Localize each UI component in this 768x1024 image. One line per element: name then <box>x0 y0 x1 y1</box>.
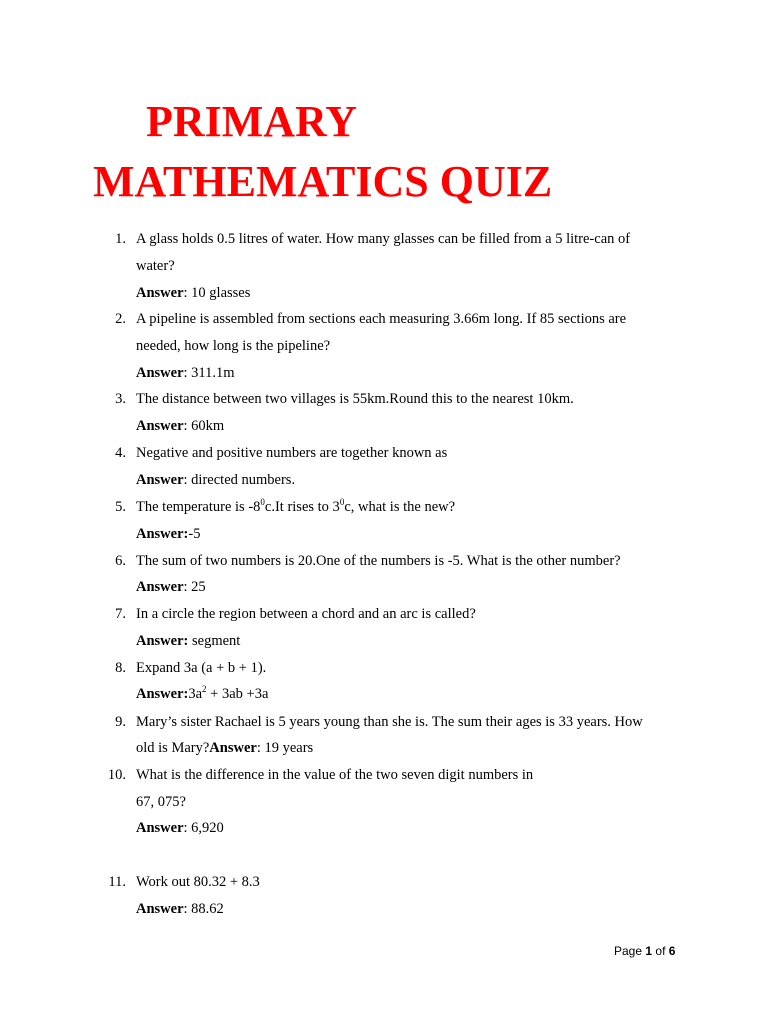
question-text: A pipeline is assembled from sections each measuring 3.66m long. If 85 sections are <box>136 311 627 327</box>
question-number: 11. <box>108 874 126 890</box>
answer-line <box>136 632 240 650</box>
answer-value: : directed numbers. <box>183 472 296 488</box>
question-text-continued: 67, 075? <box>136 794 186 810</box>
degree-superscript: 0 <box>339 497 345 508</box>
question-number: 2. <box>115 311 126 327</box>
page-word: Page <box>614 944 643 958</box>
question-text <box>136 498 455 516</box>
answer-label: Answer <box>209 740 257 756</box>
question-text-continued: needed, how long is the pipeline? <box>136 338 331 354</box>
question-text-part: The temperature is -8 <box>136 499 261 515</box>
question-number: 1. <box>115 231 126 247</box>
answer-value: : 10 glasses <box>183 285 251 301</box>
question-text-part: c, what is the new? <box>344 499 456 515</box>
answer-value: : 60km <box>183 418 225 434</box>
answer-label: Answer <box>136 365 184 381</box>
question-text: Negative and positive numbers are together known as <box>136 445 448 461</box>
page-title-line-2: MATHEMATICS QUIZ <box>93 157 553 206</box>
answer-label: Answer: <box>136 526 189 542</box>
of-word: of <box>655 944 666 958</box>
answer-label: Answer: <box>136 686 189 702</box>
question-text: The distance between two villages is 55km.Round this to the nearest 10km. <box>136 391 574 407</box>
question-text: Mary’s sister Rachael is 5 years young than she is. The sum their ages is 33 years. How <box>136 714 643 730</box>
answer-value: segment <box>188 633 241 649</box>
question-text: Expand 3a (a + b + 1). <box>136 660 267 676</box>
question-text-continued: water? <box>136 258 175 274</box>
answer-value: : 25 <box>183 579 206 595</box>
question-text: A glass holds 0.5 litres of water. How many glasses can be filled from a 5 litre-can of <box>136 231 631 247</box>
question-number: 5. <box>115 499 126 515</box>
answer-label: Answer <box>136 901 184 917</box>
question-number: 6. <box>115 553 126 569</box>
question-text: The sum of two numbers is 20.One of the numbers is -5. What is the other number? <box>136 553 621 569</box>
answer-label: Answer <box>136 579 184 595</box>
question-text-part: c.It rises to 3 <box>264 499 340 515</box>
answer-line <box>136 364 235 382</box>
question-number: 3. <box>115 391 126 407</box>
answer-value-part: 3a <box>188 686 203 702</box>
question-text: What is the difference in the value of the two seven digit numbers in <box>136 767 534 783</box>
answer-label: Answer <box>136 418 184 434</box>
answer-label: Answer <box>136 472 184 488</box>
question-text: In a circle the region between a chord and an arc is called? <box>136 606 476 622</box>
total-pages-number: 6 <box>668 944 676 958</box>
answer-label: Answer <box>136 285 184 301</box>
answer-line <box>136 685 268 703</box>
exponent-superscript: 2 <box>202 684 207 695</box>
question-text-continued <box>136 739 313 757</box>
answer-value: -5 <box>188 526 201 542</box>
answer-value: : 311.1m <box>183 365 235 381</box>
question-text-part: old is Mary? <box>136 740 210 756</box>
question-number: 10. <box>107 767 126 783</box>
answer-line <box>136 417 224 435</box>
answer-label: Answer <box>136 820 184 836</box>
answer-line <box>136 284 250 302</box>
answer-value: : 88.62 <box>183 901 224 917</box>
question-number: 4. <box>115 445 126 461</box>
answer-line <box>136 819 224 837</box>
page-number-footer <box>614 942 675 960</box>
answer-line <box>136 471 295 489</box>
current-page-number: 1 <box>645 944 653 958</box>
answer-line <box>136 578 206 596</box>
question-number: 7. <box>115 606 126 622</box>
degree-superscript: 0 <box>260 497 265 508</box>
question-text: Work out 80.32 + 8.3 <box>136 874 260 890</box>
answer-value: : 19 years <box>256 740 314 756</box>
answer-value: : 6,920 <box>183 820 224 836</box>
question-number: 8. <box>115 660 126 676</box>
page-title-line-1: PRIMARY <box>146 97 358 146</box>
answer-line <box>136 900 224 918</box>
answer-line <box>136 525 200 543</box>
answer-value-part: + 3ab +3a <box>206 686 269 702</box>
answer-label: Answer: <box>136 633 189 649</box>
question-number: 9. <box>115 714 126 730</box>
